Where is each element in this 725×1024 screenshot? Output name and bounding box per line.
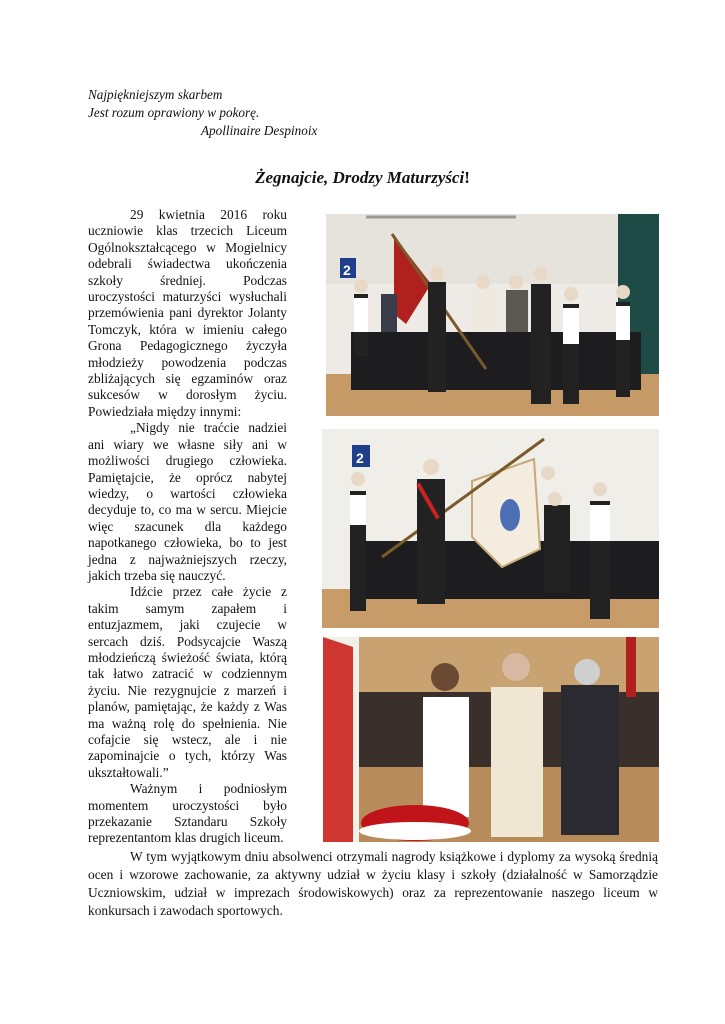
motto [88,86,317,140]
motto-line-2: Jest rozum oprawiony w pokorę. [88,105,260,120]
quote-paragraph-2: Idźcie przez całe życie z takim samym zapałem i entuzjazmem, jaki czujecie w sercach dziś. Podsycajcie Waszą młodzieńczą świeżość świata, którą tak łatwo zatracić w codziennym życiu. Nie rezygnujcie z marzeń i planów, pamiętając, że każdy z Was ma ważną rolę do spełnienia. Nie cofajcie się wstecz, ale i nie zapominajcie o tych, którzy Was ukształtowali.” [88,584,287,780]
motto-author: Apollinaire Despinoix [201,123,318,138]
motto-line-1: Najpiękniejszym skarbem [88,87,223,102]
photo-banner-handover [322,429,659,628]
photo-ceremony-stage [326,214,659,416]
article-column [88,207,287,847]
paragraph-intro: 29 kwietnia 2016 roku uczniowie klas trzecich Liceum Ogólnokształcącego w Mogielnicy odebrali świadectwa ukończenia szkoły średniej. Podczas uroczystości maturzyści wysłuchali przemówienia pani dyrektor Jolanty Tomczyk, która w imieniu całego Grona Pedagogicznego życzyła młodzieży powodzenia podczas zbliżających się egzaminów oraz sukcesów w dorosłym życiu. Powiedziała między innymi: [88,207,287,419]
sign-number-2: 2 [356,450,364,466]
paragraph-awards: W tym wyjątkowym dniu absolwenci otrzymali nagrody książkowe i dyplomy za wysoką średnią ocen i wzorowe zachowanie, za aktywny udział w życiu klasy i szkoły (działalność w Samorządzie Uczniowskim, udział w imprezach środowiskowych) oraz za reprezentowanie naszego liceum w konkursach i zawodach sportowych. [88,849,658,918]
quote-paragraph-1: „Nigdy nie traćcie nadziei ani wiary we własne siły ani w możliwości drugiego człowieka. Pamiętajcie, że oprócz nabytej wiedzy, o wartości człowieka decyduje to, co ma w sercu. Miejcie więc szacunek dla każdego napotkanego człowieka, bo to jest jedna z najważniejszych rzeczy, jakich trzeba się nauczyć. [88,420,287,583]
paragraph-banner: Ważnym i podniosłym momentem uroczystości było przekazanie Sztandaru Szkoły reprezentantom klas drugich liceum. [88,781,287,846]
title-text: Żegnajcie, Drodzy Maturzyści [255,168,465,187]
page-title [0,168,725,188]
photo-diploma-award [323,637,659,842]
title-exclamation: ! [464,168,470,187]
sign-number: 2 [343,262,351,278]
